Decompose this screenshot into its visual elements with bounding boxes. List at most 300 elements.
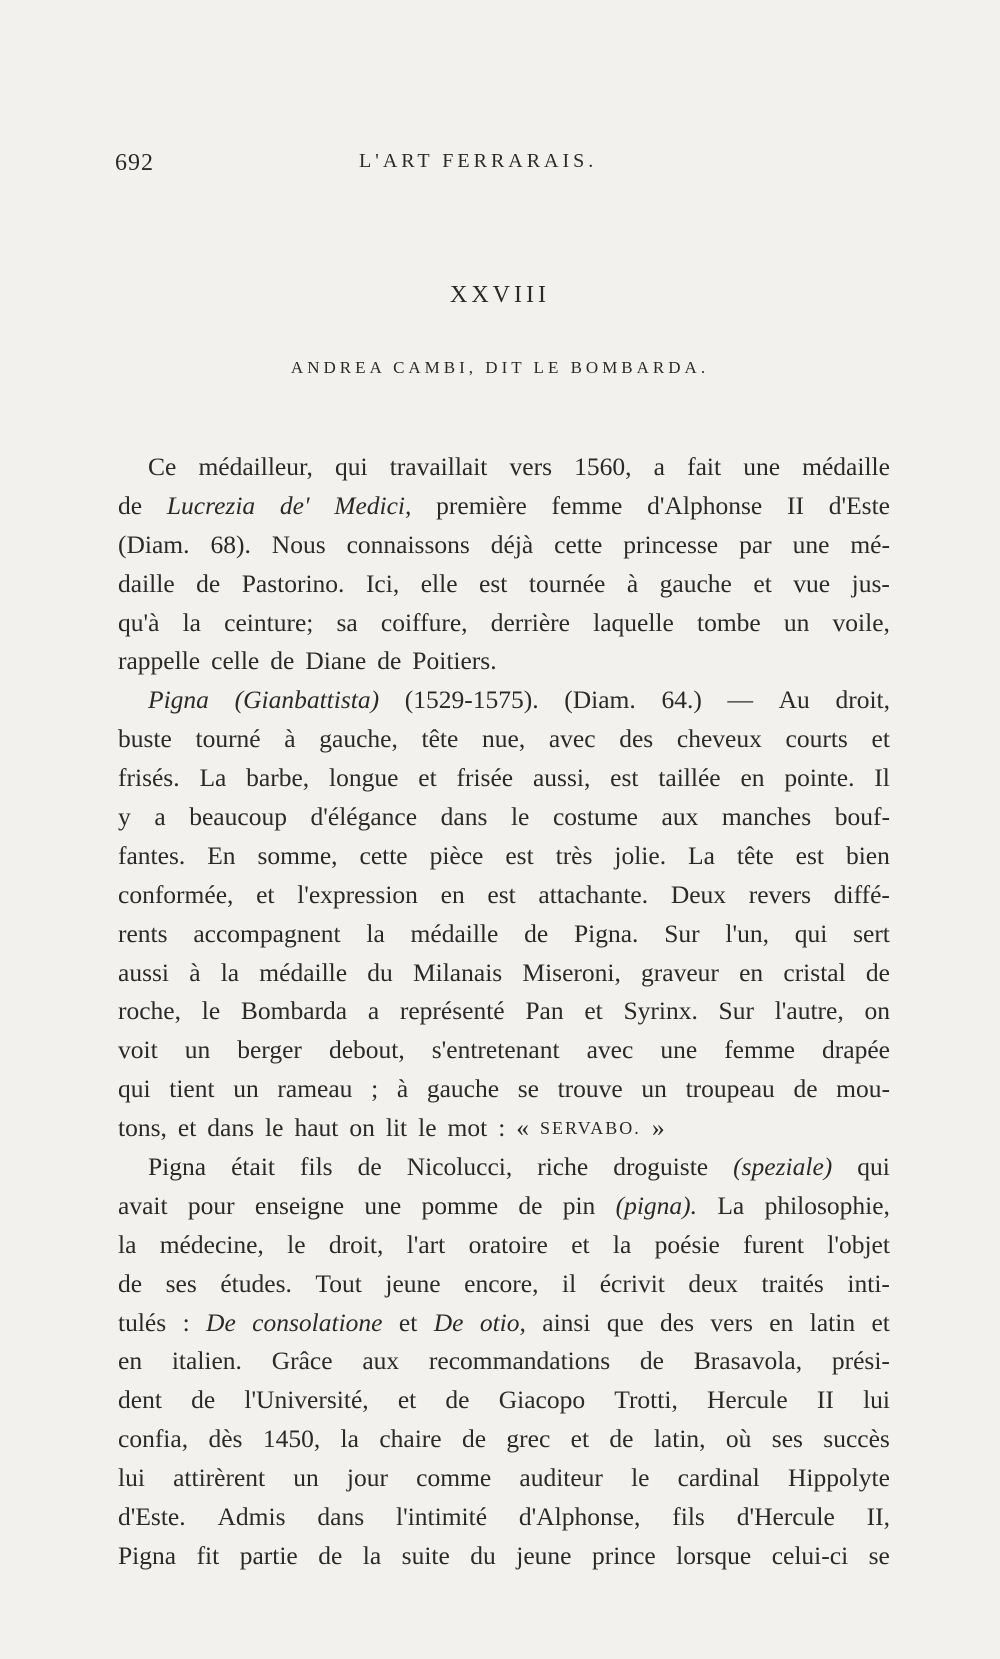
word: attirèrent [173,1463,266,1493]
word: jus- [851,568,890,598]
word: d'Este. [118,1502,186,1532]
word: et [398,1307,418,1337]
word: de [445,1385,470,1415]
text-line [118,1148,890,1187]
word: « [516,1113,530,1143]
word: barbe, [246,763,310,793]
word: de [461,1424,487,1454]
word: daille [118,568,175,598]
word: travaillait [389,452,488,481]
word: qui [118,1074,151,1104]
word: frisée [456,763,514,793]
word: de [118,1268,143,1298]
word: à [626,568,639,598]
word: conformée, [118,879,234,909]
text-line [118,837,890,876]
word: Pigna [118,1540,177,1570]
word: de [118,490,143,520]
word: elle [420,568,458,598]
word: Hippolyte [787,1463,890,1493]
word: a [154,802,166,832]
word: SERVABO. [540,1118,641,1139]
word: En [207,840,236,870]
word: vers [710,1307,753,1337]
word: Au [778,685,810,715]
word: lorsque [676,1540,752,1570]
word: — [727,685,753,715]
word: fit [196,1540,220,1570]
word: et [871,1307,890,1337]
chapter-number: XXVIII [450,282,550,308]
word: représenté [399,996,505,1026]
word: II, [866,1502,890,1532]
text-line [118,487,890,526]
word: et [584,996,603,1026]
word: il [562,1268,577,1298]
word: inti- [847,1268,890,1298]
word: rappelle [118,646,201,676]
word: en [118,1346,143,1376]
word: fils [300,1152,333,1182]
word: à [396,1074,409,1104]
word: traités [761,1268,824,1298]
word: De [433,1307,464,1337]
word: le [287,1229,306,1259]
word: médaille [410,918,499,948]
word: pointe. [784,763,855,793]
word: de [377,646,402,676]
word: médaille [802,452,890,481]
word: otio, [479,1307,526,1337]
word: et [571,1229,590,1259]
text-line [118,604,890,643]
word: longue [329,763,399,793]
word: la [362,1540,382,1570]
word: de [865,957,890,987]
page-header [115,150,895,190]
word: écrivit [599,1268,665,1298]
word: tourné [195,724,261,754]
word: 68). [210,529,251,559]
word: de' [279,490,310,520]
word: et [177,1113,197,1143]
word: somme, [257,840,338,870]
word: buste [118,724,172,754]
word: confia, [118,1424,189,1454]
word: en [769,1307,794,1337]
word: du [470,1540,496,1570]
word: Diane [305,646,367,676]
word: très [555,840,593,870]
word: auditeur [519,1463,603,1493]
word: de [196,568,221,598]
word: Deux [670,879,727,909]
word: femme [724,1035,795,1065]
word: et [570,1424,590,1454]
word: Grâce [271,1346,333,1376]
word: tons, [118,1113,167,1143]
word: comme [416,1463,492,1493]
word: latin [809,1307,856,1337]
word: est [479,568,508,598]
word: Sur [664,918,700,948]
word: (1529-1575). [404,685,539,715]
word: (Diam. [118,529,190,559]
word: qui [794,918,828,948]
word: 64.) [661,685,702,715]
word: Poitiers. [412,646,497,676]
word: mot [447,1113,488,1143]
word: enseigne [254,1190,345,1220]
word: beaucoup [189,802,287,832]
word: qu'à [118,607,160,637]
text-line [118,1381,890,1420]
word: d'Este [828,490,890,520]
word: Il [874,763,890,793]
word: y [118,802,131,832]
word: fantes. [118,840,186,870]
word: est [505,840,534,870]
text-line [118,1109,890,1148]
word: cardinal [677,1463,760,1493]
word: italien. [171,1346,242,1376]
word: courts [785,724,848,754]
word: latin, [653,1424,706,1454]
word: nue, [482,724,526,754]
word: Lucrezia [166,490,256,520]
word: mé- [850,529,890,559]
word: : [182,1307,190,1337]
word: recommandations [428,1346,611,1376]
text-line [118,1342,890,1381]
running-title: L'ART FERRARAIS. [359,150,598,172]
word: qui [857,1152,890,1182]
word: gauche [659,568,732,598]
word: et [871,724,890,754]
word: se [517,1074,539,1104]
word: première [436,490,527,520]
text-line [118,915,890,954]
word: dans [440,802,488,832]
word: ainsi [542,1307,591,1337]
word: gauche [426,1074,500,1104]
word: De [206,1307,236,1337]
word: sa [336,607,358,637]
text-line [118,1459,890,1498]
text-line [118,759,890,798]
word: médecine, [159,1229,264,1259]
word: la [182,607,201,637]
word: de [357,1152,382,1182]
word: troupeau [685,1074,775,1104]
text-line [118,1187,890,1226]
word: vue [793,568,831,598]
word: suite [401,1540,450,1570]
word: un [641,1074,667,1104]
word: attachante. [538,879,649,909]
word: Milanais [412,957,503,987]
word: une [364,1190,402,1220]
word: est [795,840,824,870]
word: et [256,879,275,909]
word: pin [562,1190,596,1220]
word: debout, [328,1035,405,1065]
word: est [610,763,639,793]
word: chaire [379,1424,442,1454]
word: gauche, [319,724,398,754]
word: l'expression [297,879,418,909]
word: le [201,996,221,1026]
text-line [118,1498,890,1537]
word: » [651,1113,665,1143]
word: médailleur, [198,452,313,481]
word: un [783,607,810,637]
word: furent [743,1229,804,1259]
page-number: 692 [115,150,154,176]
word: La [717,1190,745,1220]
word: graveur [641,957,719,987]
text-line [118,992,890,1031]
word: femme [551,490,623,520]
word: II [786,490,804,520]
word: en [440,879,465,909]
word: 1560, [574,452,632,481]
word: ses [165,1268,197,1298]
word: où [725,1424,752,1454]
word: poésie [654,1229,720,1259]
word: Nicolucci, [406,1152,513,1182]
word: Trotti, [614,1385,678,1415]
word: ; [371,1074,379,1104]
word: est [487,879,516,909]
word: avec [586,1035,634,1065]
word: par [739,529,772,559]
word: Pigna [148,685,209,715]
word: fils [672,1502,705,1532]
word: la [612,1229,632,1259]
word: manches [721,802,812,832]
text-line [118,1265,890,1304]
word: Pan [525,996,564,1026]
word: (pigna). [615,1190,698,1220]
word: oratoire [468,1229,548,1259]
word: l'autre, [774,996,844,1026]
word: Sur [718,996,754,1026]
word: drapée [822,1035,890,1065]
text-line [118,798,890,837]
text-line [118,1031,890,1070]
word: vers [509,452,553,481]
word: d'Hercule [736,1502,835,1532]
word: tournée [528,568,606,598]
word: jeune [385,1268,441,1298]
word: pour [187,1190,235,1220]
word: études. [220,1268,292,1298]
word: Pastorino. [241,568,345,598]
word: aussi, [532,763,591,793]
word: tient [169,1074,215,1104]
word: dent [118,1385,162,1415]
word: cette [359,840,408,870]
word: de [270,646,295,676]
word: deux [688,1268,738,1298]
word: princesse [623,529,719,559]
word: Pigna [148,1152,207,1182]
word: pomme [421,1190,499,1220]
word: Hercule [707,1385,788,1415]
text-line [118,1420,890,1459]
word: Syrinx. [623,996,698,1026]
word: cette [554,529,603,559]
word: cheveux [676,724,762,754]
word: Giacopo [498,1385,586,1415]
word: : [498,1113,506,1143]
word: que [606,1307,644,1337]
word: tombe [696,607,761,637]
word: (Diam. [564,685,636,715]
word: tête [736,840,774,870]
word: qui [334,452,368,481]
word: Admis [217,1502,286,1532]
word: à [189,957,201,987]
text-line [118,720,890,759]
word: haut [294,1113,339,1143]
word: de [639,1346,664,1376]
word: prince [591,1540,656,1570]
word: de [191,1385,216,1415]
text-line [118,954,890,993]
word: bien [845,840,890,870]
word: de [793,1074,818,1104]
word: bouf- [834,802,890,832]
word: derrière [490,607,570,637]
text-line [118,681,890,720]
word: Ce [148,452,177,481]
word: partie [239,1540,298,1570]
word: II [816,1385,834,1415]
word: de [609,1424,634,1454]
word: Nous [271,529,326,559]
word: celui-ci [771,1540,849,1570]
word: roche, [118,996,182,1026]
word: l'objet [827,1229,890,1259]
word: tête [421,724,459,754]
word: (Gianbattista) [234,685,380,715]
word: laquelle [593,607,674,637]
word: s'entretenant [431,1035,560,1065]
word: ses [771,1424,803,1454]
word: lit [385,1113,408,1143]
word: grec [506,1424,551,1454]
word: Ici, [365,568,400,598]
word: une [792,529,830,559]
word: Medici, [334,490,412,520]
word: cristal [783,957,846,987]
text-line [118,1304,890,1343]
word: était [231,1152,275,1182]
word: lui [863,1385,890,1415]
word: rents [118,918,168,948]
word: le [631,1463,650,1493]
word: des [660,1307,695,1337]
word: de [318,1540,343,1570]
word: le [265,1113,284,1143]
text-line [118,1226,890,1265]
word: la [340,1424,359,1454]
word: un [293,1463,319,1493]
word: voile, [832,607,890,637]
text-line [118,565,890,604]
word: en [740,763,765,793]
word: avec [548,724,596,754]
word: Brasavola, [693,1346,803,1376]
word: une [660,1035,698,1065]
word: du [367,957,393,987]
text-line [118,876,890,915]
word: Miseroni, [522,957,621,987]
word: celle [211,646,260,676]
word: dans [207,1113,255,1143]
word: Bombarda [240,996,348,1026]
word: en [739,957,764,987]
word: de [518,1190,543,1220]
word: ceinture; [224,607,314,637]
word: rameau [277,1074,353,1104]
word: taillée [658,763,721,793]
word: à [284,724,296,754]
text-line [118,526,890,565]
word: succès [823,1424,890,1454]
word: la [220,957,240,987]
word: pièce [429,840,484,870]
chapter-title: ANDREA CAMBI, DIT LE BOMBARDA. [290,358,710,377]
word: encore, [464,1268,539,1298]
word: l'art [406,1229,446,1259]
word: La [688,840,715,870]
word: diffé- [833,879,890,909]
word: et [753,568,772,598]
word: Tout [315,1268,362,1298]
word: dès [208,1424,243,1454]
word: le [418,1113,437,1143]
word: l'un, [725,918,769,948]
word: La [199,763,227,793]
word: droguiste [613,1152,709,1182]
word: riche [537,1152,589,1182]
word: (speziale) [733,1152,833,1182]
word: d'Alphonse, [518,1502,641,1532]
word: consolatione [252,1307,383,1337]
word: l'intimité [396,1502,488,1532]
text-line [118,1537,890,1576]
word: aux [362,1346,400,1376]
word: accompagnent [193,918,341,948]
word: costume [552,802,638,832]
word: avait [118,1190,168,1220]
text-line [118,448,890,487]
word: connaissons [346,529,470,559]
word: le [510,802,530,832]
word: un [184,1035,211,1065]
text-line [118,642,890,681]
word: fait [687,452,722,481]
word: tulés [118,1307,167,1337]
word: revers [748,879,812,909]
word: voit [118,1035,158,1065]
word: on [349,1113,375,1143]
word: dans [317,1502,365,1532]
word: frisés. [118,763,180,793]
